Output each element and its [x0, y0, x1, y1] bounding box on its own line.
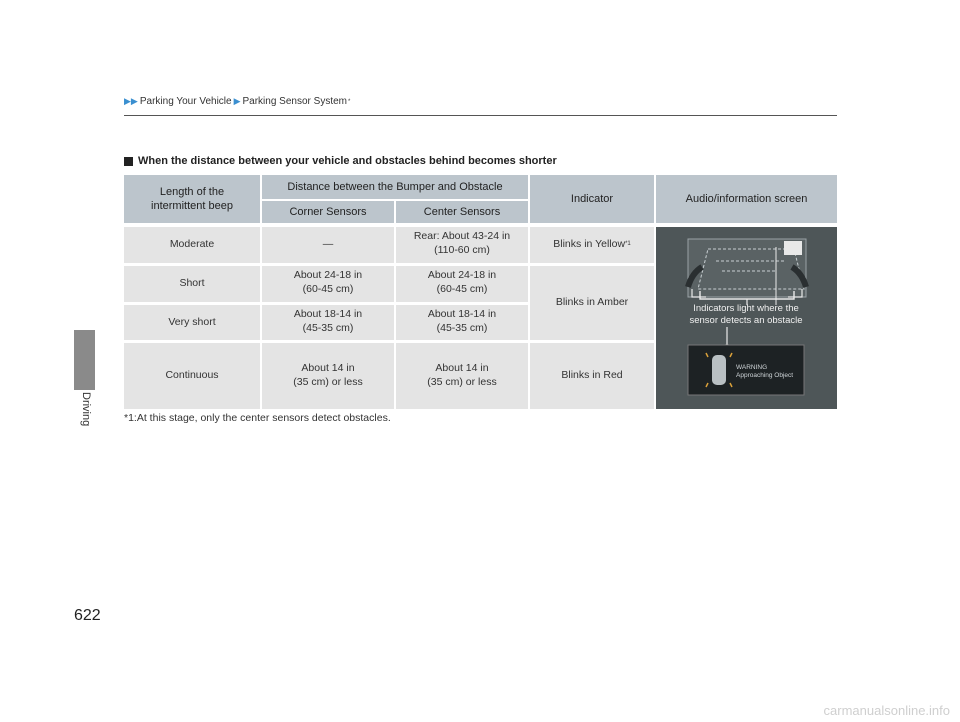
- row-continuous-indicator: Blinks in Red: [530, 343, 654, 409]
- indicator-caption: Indicators light where the sensor detects an obstacle: [689, 303, 803, 326]
- header-indicator: Indicator: [530, 175, 654, 223]
- row-moderate-indicator: [530, 227, 654, 263]
- row-short-center: About 24-18 in (60-45 cm): [396, 266, 528, 302]
- row-continuous-beep: Continuous: [124, 343, 260, 409]
- warning-text: [736, 364, 793, 380]
- header-audio-screen: Audio/information screen: [656, 175, 837, 223]
- row-continuous-corner: About 14 in (35 cm) or less: [262, 343, 394, 409]
- breadcrumb: [124, 96, 350, 107]
- page-number: 622: [74, 607, 101, 624]
- row-short-corner: About 24-18 in (60-45 cm): [262, 266, 394, 302]
- row-very-short-corner: About 18-14 in (45-35 cm): [262, 305, 394, 340]
- section-heading-text: When the distance between your vehicle and obstacles behind becomes shorter: [138, 155, 557, 167]
- warning-subtitle: Approaching Object: [736, 371, 794, 379]
- row-very-short-beep: Very short: [124, 305, 260, 340]
- header-corner-sensors: Corner Sensors: [262, 201, 394, 223]
- car-top-view-icon: [712, 355, 726, 385]
- camera-icon: [784, 241, 802, 255]
- row-short-beep: Short: [124, 266, 260, 302]
- breadcrumb-mark: *: [348, 98, 351, 105]
- row-moderate-beep: Moderate: [124, 227, 260, 263]
- side-tab-label: Driving: [80, 392, 92, 427]
- row-moderate-center: Rear: About 43-24 in (110-60 cm): [396, 227, 528, 263]
- header-center-sensors: Center Sensors: [396, 201, 528, 223]
- breadcrumb-arrow-icon: ▶▶: [124, 96, 138, 106]
- row-very-short-center: About 18-14 in (45-35 cm): [396, 305, 528, 340]
- footnote: *1:At this stage, only the center sensors detect obstacles.: [124, 412, 391, 424]
- row-moderate-indicator-text: Blinks in Yellow: [553, 238, 626, 251]
- row-short-indicator: Blinks in Amber: [530, 266, 654, 340]
- header-distance: Distance between the Bumper and Obstacle: [262, 175, 528, 199]
- header-beep: Length of the intermittent beep: [124, 175, 260, 223]
- row-moderate-corner: —: [262, 227, 394, 263]
- breadcrumb-separator-icon: ▶: [233, 96, 241, 106]
- warning-title: WARNING: [736, 364, 768, 371]
- watermark: carmanualsonline.info: [823, 703, 950, 718]
- side-tab: [74, 330, 95, 390]
- breadcrumb-item-parking[interactable]: Parking Your Vehicle: [139, 96, 232, 107]
- header-divider: [124, 115, 837, 116]
- row-continuous-center: About 14 in (35 cm) or less: [396, 343, 528, 409]
- section-heading: [124, 155, 557, 167]
- square-bullet-icon: [124, 157, 133, 166]
- breadcrumb-item-sensor-system[interactable]: Parking Sensor System: [242, 96, 347, 107]
- footnote-ref: *1: [625, 241, 631, 248]
